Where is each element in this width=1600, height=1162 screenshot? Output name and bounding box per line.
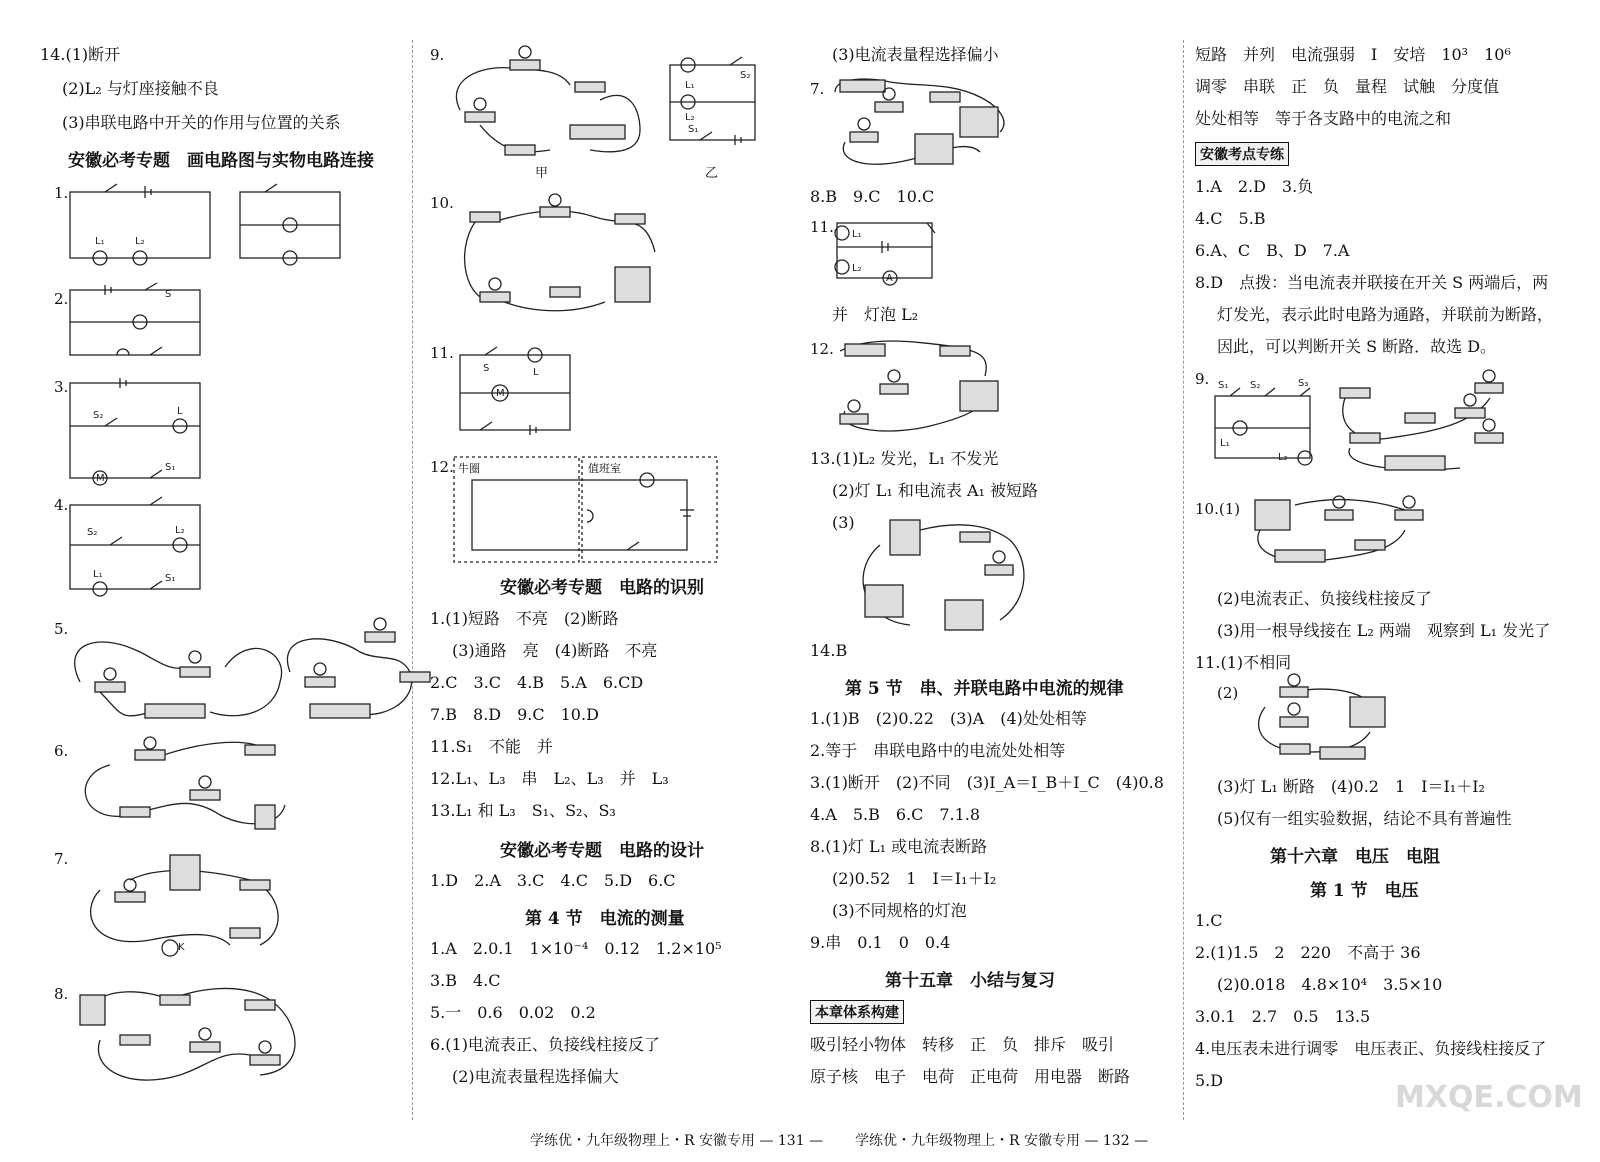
answer-line: 3.(1)断开 (2)不同 (3)I_A＝I_B＋I_C (4)0.8 <box>810 773 1164 792</box>
answer-line: (2)L₂ 与灯座接触不良 <box>62 79 219 98</box>
figure-label: 值班室 <box>588 462 621 475</box>
svg-text:L₂: L₂ <box>175 525 185 536</box>
answer-line: 8.(1)灯 L₁ 或电流表断路 <box>810 837 988 856</box>
svg-text:L₁: L₁ <box>95 236 105 247</box>
section-heading: 第 4 节 电流的测量 <box>525 909 685 929</box>
answer-line: 14.B <box>810 641 848 660</box>
answer-line: 灯发光，表示此时电路为通路，并联前为断路， <box>1217 305 1554 324</box>
svg-text:L: L <box>177 406 183 417</box>
question-number: 4. <box>54 496 69 514</box>
answer-line: 11.S₁ 不能 并 <box>430 737 553 756</box>
answer-line: (2)0.52 1 I＝I₁＋I₂ <box>832 869 997 888</box>
answer-line: 14.(1)断开 <box>40 45 121 64</box>
figure-label: 甲 <box>535 166 549 181</box>
answer-line: 4.C 5.B <box>1195 209 1266 228</box>
answer-line: 1.(1)B (2)0.22 (3)A (4)处处相等 <box>810 709 1087 728</box>
question-number: 6. <box>54 742 69 760</box>
column-2 <box>430 0 824 1149</box>
question-number: 5. <box>54 620 69 638</box>
answer-line: 调零 串联 正 负 量程 试触 分度值 <box>1195 77 1500 96</box>
wiring-diagram <box>850 510 1050 635</box>
question-number: 12. <box>430 458 454 476</box>
svg-text:S: S <box>483 363 490 374</box>
question-number: (2) <box>1217 684 1239 702</box>
chapter-heading: 第十六章 电压 电阻 <box>1270 847 1440 867</box>
svg-text:S₂: S₂ <box>740 70 751 81</box>
answer-line: (3)不同规格的灯泡 <box>832 901 967 920</box>
svg-text:L₁: L₁ <box>1220 438 1230 449</box>
answer-line: 2.C 3.C 4.B 5.A 6.CD <box>430 673 644 692</box>
answer-line: 6.(1)电流表正、负接线柱接反了 <box>430 1035 660 1054</box>
question-number: 10.(1) <box>1195 500 1241 518</box>
circuit-diagram <box>455 345 615 440</box>
column-4 <box>1195 0 1570 1130</box>
wiring-diagram <box>1245 495 1445 570</box>
answer-line: 3.B 4.C <box>430 971 501 990</box>
answer-line: 13.L₁ 和 L₃ S₁、S₂、S₃ <box>430 801 616 820</box>
circuit-diagram <box>65 180 385 270</box>
svg-text:L₂: L₂ <box>685 112 695 123</box>
answer-line: 短路 并列 电流强弱 I 安培 10³ 10⁶ <box>1195 45 1511 64</box>
question-number: 11. <box>430 344 454 362</box>
svg-text:L₂: L₂ <box>852 263 862 274</box>
question-number: 9. <box>1195 370 1210 388</box>
answer-line: 4.电压表未进行调零 电压表正、负接线柱接反了 <box>1195 1039 1547 1058</box>
answer-line: (3) <box>832 513 855 532</box>
figure-label: 乙 <box>705 166 719 181</box>
page-footer: 学练优・九年级物理上・R 安徽专用 — 131 — <box>530 1133 824 1149</box>
svg-text:L₂: L₂ <box>135 236 145 247</box>
question-number: 9. <box>430 46 445 64</box>
answer-line: 1.(1)短路 不亮 (2)断路 <box>430 609 619 628</box>
column-3 <box>810 0 1180 1149</box>
answer-line: (3)用一根导线接在 L₂ 两端 观察到 L₁ 发光了 <box>1217 621 1551 640</box>
question-number: 7. <box>810 80 825 98</box>
watermark-text: MXQE.COM <box>1395 1080 1583 1115</box>
boxed-heading: 本章体系构建 <box>810 1000 904 1024</box>
question-number: 12. <box>810 340 834 358</box>
answer-line: (3)电流表量程选择偏小 <box>832 45 999 64</box>
circuit-diagram <box>452 455 722 565</box>
answer-line: 1.A 2.D 3.负 <box>1195 177 1314 196</box>
answer-line: (3)串联电路中开关的作用与位置的关系 <box>62 113 341 132</box>
answer-line: (3)通路 亮 (4)断路 不亮 <box>452 641 658 660</box>
svg-text:L₁: L₁ <box>93 569 103 580</box>
answer-line: 8.D 点拨：当电流表并联接在开关 S 两端后，两 <box>1195 273 1549 292</box>
wiring-diagram <box>60 735 300 835</box>
section-heading: 安徽必考专题 画电路图与实物电路连接 <box>68 151 374 171</box>
answer-line: 2.等于 串联电路中的电流处处相等 <box>810 741 1066 760</box>
svg-text:A: A <box>886 273 893 284</box>
answer-line: 4.A 5.B 6.C 7.1.8 <box>810 805 981 824</box>
wiring-diagram <box>1250 682 1400 767</box>
wiring-diagram <box>830 72 1020 172</box>
circuit-diagram <box>832 215 942 290</box>
answer-line: 原子核 电子 电荷 正电荷 用电器 断路 <box>810 1067 1131 1086</box>
wiring-diagram <box>60 850 300 965</box>
answer-line: 处处相等 等于各支路中的电流之和 <box>1195 109 1452 128</box>
svg-text:S₂: S₂ <box>87 527 98 538</box>
svg-text:S₁: S₁ <box>165 462 176 473</box>
svg-text:L₁: L₁ <box>852 229 862 240</box>
answer-line: 7.B 8.D 9.C 10.D <box>430 705 599 724</box>
section-heading: 安徽必考专题 电路的识别 <box>500 578 704 598</box>
answer-line: 1.C <box>1195 911 1223 930</box>
column-divider <box>412 40 413 1120</box>
question-number: 11. <box>810 218 834 236</box>
figure-label: 牛圈 <box>458 462 480 475</box>
svg-text:L₂: L₂ <box>1278 452 1288 463</box>
answer-line: 8.B 9.C 10.C <box>810 187 935 206</box>
question-number: 3. <box>54 378 69 396</box>
answer-line: (5)仅有一组实验数据，结论不具有普遍性 <box>1217 809 1512 828</box>
answer-line: 并 灯泡 L₂ <box>832 305 919 324</box>
svg-text:L₁: L₁ <box>685 80 695 91</box>
answer-line: 1.D 2.A 3.C 4.C 5.D 6.C <box>430 871 676 890</box>
section-heading: 第 1 节 电压 <box>1310 881 1419 901</box>
answer-line: 6.A、C B、D 7.A <box>1195 241 1350 260</box>
answer-line: 13.(1)L₂ 发光，L₁ 不发光 <box>810 449 999 468</box>
svg-text:S: S <box>165 289 172 300</box>
answer-line: 3.0.1 2.7 0.5 13.5 <box>1195 1007 1371 1026</box>
answer-line: 因此，可以判断开关 S 断路．故选 D。 <box>1217 337 1497 356</box>
wiring-diagram <box>830 336 1020 436</box>
question-number: 1. <box>54 184 69 202</box>
boxed-heading: 安徽考点专练 <box>1195 142 1289 166</box>
answer-line: (2)电流表正、负接线柱接反了 <box>1217 589 1432 608</box>
question-number: 7. <box>54 850 69 868</box>
question-number: 10. <box>430 194 454 212</box>
svg-text:S₁: S₁ <box>165 573 176 584</box>
answer-line: (2)电流表量程选择偏大 <box>452 1067 619 1086</box>
answer-line: (2)灯 L₁ 和电流表 A₁ 被短路 <box>832 481 1039 500</box>
svg-text:M: M <box>496 388 505 399</box>
answer-line: 5.一 0.6 0.02 0.2 <box>430 1003 596 1022</box>
answer-line: 9.串 0.1 0 0.4 <box>810 933 951 952</box>
question-number: 2. <box>54 290 69 308</box>
wiring-diagram <box>60 612 410 727</box>
question-number: 8. <box>54 985 69 1003</box>
section-heading: 第十五章 小结与复习 <box>885 971 1055 991</box>
answer-line: 1.A 2.0.1 1×10⁻⁴ 0.12 1.2×10⁵ <box>430 939 722 958</box>
svg-text:S₂: S₂ <box>1250 380 1261 391</box>
wiring-diagram <box>455 192 665 332</box>
column-1 <box>40 0 395 1130</box>
circuit-diagram <box>1210 378 1570 468</box>
svg-text:S₁: S₁ <box>1218 380 1229 391</box>
answer-line: 2.(1)1.5 2 220 不高于 36 <box>1195 943 1421 962</box>
answer-line: 5.D <box>1195 1071 1224 1090</box>
circuit-diagram <box>65 378 225 488</box>
answer-line: (3)灯 L₁ 断路 (4)0.2 1 I＝I₁＋I₂ <box>1217 777 1485 796</box>
svg-text:M: M <box>96 473 105 484</box>
section-heading: 安徽必考专题 电路的设计 <box>500 841 704 861</box>
circuit-diagram <box>65 495 225 600</box>
answer-line: 12.L₁、L₃ 串 L₂、L₃ 并 L₃ <box>430 769 669 788</box>
svg-text:L: L <box>533 367 539 378</box>
circuit-diagram <box>65 285 235 365</box>
svg-text:S₁: S₁ <box>688 124 699 135</box>
svg-text:S₂: S₂ <box>93 410 104 421</box>
wiring-diagram <box>60 980 310 1090</box>
section-heading: 第 5 节 串、并联电路中电流的规律 <box>845 679 1124 699</box>
answer-line: (2)0.018 4.8×10⁴ 3.5×10 <box>1217 975 1443 994</box>
answer-line: 吸引轻小物体 转移 正 负 排斥 吸引 <box>810 1035 1115 1054</box>
wiring-diagram <box>440 40 780 185</box>
answer-line: 11.(1)不相同 <box>1195 653 1292 672</box>
svg-text:S₃: S₃ <box>1298 378 1309 389</box>
column-divider <box>1183 40 1184 1120</box>
page-footer: 学练优・九年级物理上・R 安徽专用 — 132 — <box>855 1133 1149 1149</box>
svg-text:K: K <box>178 942 185 953</box>
